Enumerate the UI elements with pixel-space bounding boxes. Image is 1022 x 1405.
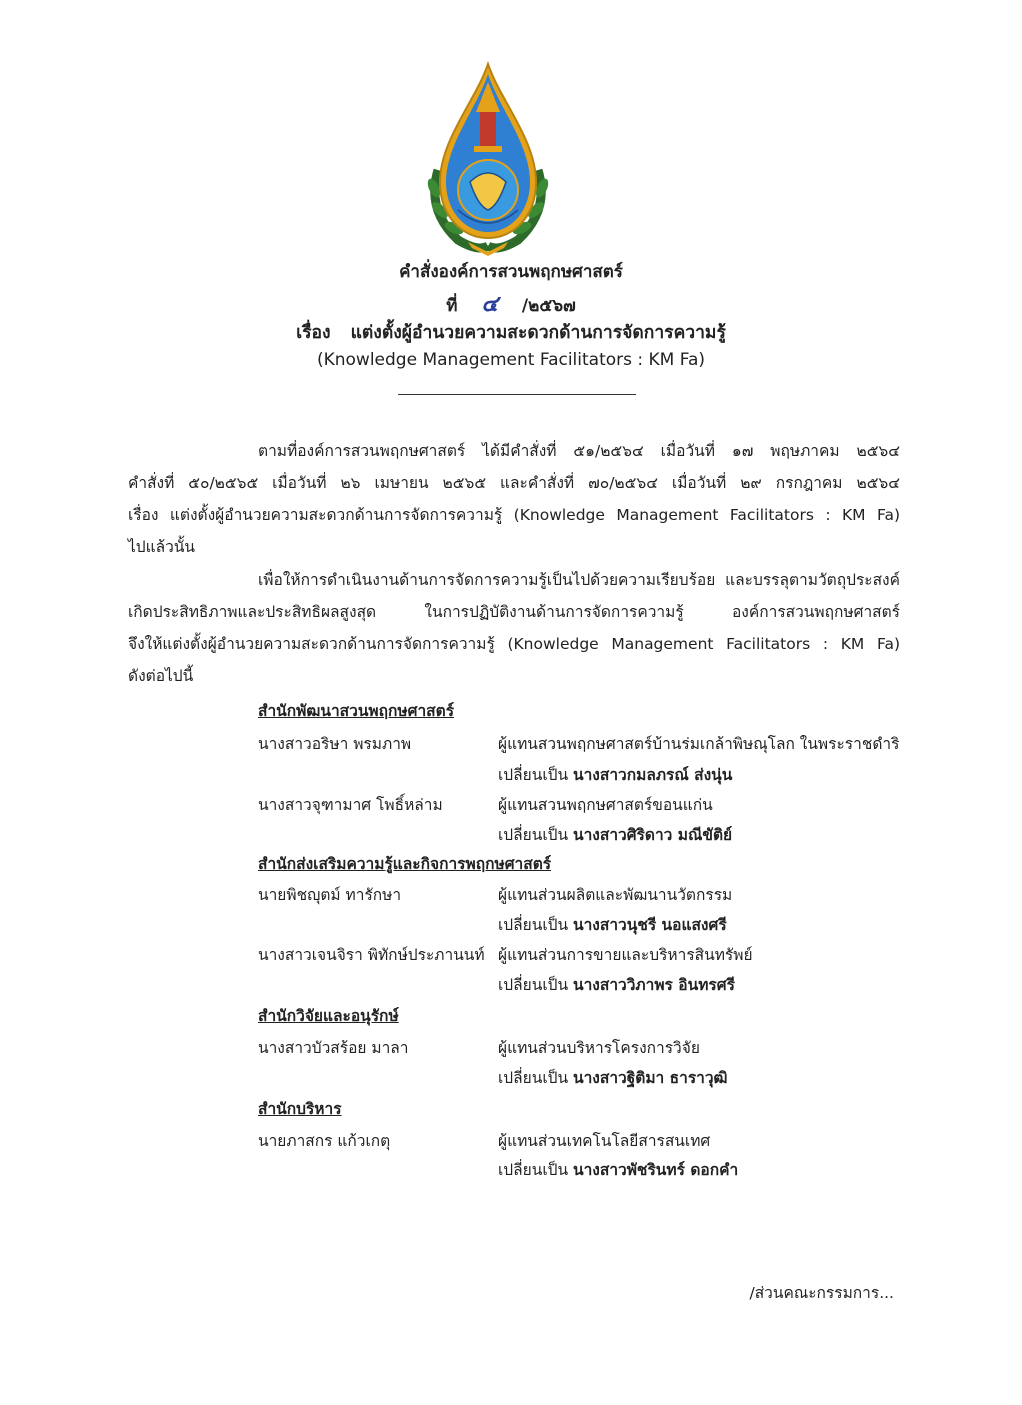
- member-replacement: [498, 912, 727, 937]
- change-prefix: เปลี่ยนเป็น: [498, 916, 569, 934]
- change-prefix: เปลี่ยนเป็น: [498, 766, 569, 784]
- order-subject: [0, 318, 1022, 346]
- header-divider: [398, 394, 636, 395]
- dept-heading: สำนักวิจัยและอนุรักษ์: [258, 1007, 399, 1025]
- subject-text: แต่งตั้งผู้อำนวยความสะดวกด้านการจัดการความรู้: [350, 323, 726, 343]
- member-name: นางสาวบัวสร้อย มาลา: [258, 1039, 409, 1057]
- member-replacement: [498, 972, 735, 997]
- change-prefix: เปลี่ยนเป็น: [498, 1161, 569, 1179]
- member-role: ผู้แทนส่วนบริหารโครงการวิจัย: [498, 1039, 700, 1057]
- order-number-value: ๔: [481, 292, 498, 317]
- member-replacement: [498, 762, 732, 787]
- paragraph-purpose: [128, 564, 900, 692]
- order-title: คำสั่งองค์การสวนพฤกษศาสตร์: [399, 262, 623, 282]
- replacement-name: นางสาวฐิติมา ธาราวุฒิ: [572, 1069, 728, 1087]
- dept-heading: สำนักบริหาร: [258, 1100, 342, 1118]
- member-role: ผู้แทนส่วนเทคโนโลยีสารสนเทศ: [498, 1132, 711, 1150]
- member-name: นายภาสกร แก้วเกตุ: [258, 1132, 391, 1150]
- member-role: ผู้แทนสวนพฤกษศาสตร์ขอนแก่น: [498, 796, 713, 814]
- paragraph-line: เกิดประสิทธิภาพและประสิทธิผลสูงสุด ในการปฏิบัติงานด้านการจัดการความรู้ องค์การสวนพฤกษศาสตร์: [128, 603, 900, 621]
- paragraph-line: ไปแล้วนั้น: [128, 538, 196, 556]
- replacement-name: นางสาวกมลภรณ์ ส่งนุ่น: [572, 766, 733, 784]
- paragraph-line: ดังต่อไปนี้: [128, 667, 194, 685]
- order-subject-en: (Knowledge Management Facilitators : KM Fa): [316, 350, 706, 370]
- member-replacement: [498, 1157, 738, 1182]
- replacement-name: นางสาวนุชรี นอแสงศรี: [572, 916, 727, 934]
- paragraph-line: คำสั่งที่ ๕๐/๒๕๖๕ เมื่อวันที่ ๒๖ เมษายน ๒๕๖๕ และคำสั่งที่ ๗๐/๒๕๖๔ เมื่อวันที่ ๒๙ กรกฎาคม ๒๕๖๔: [128, 474, 900, 492]
- change-prefix: เปลี่ยนเป็น: [498, 976, 569, 994]
- dept-heading: สำนักส่งเสริมความรู้และกิจการพฤกษศาสตร์: [258, 855, 552, 873]
- replacement-name: นางสาวพัชรินทร์ ดอกคำ: [572, 1161, 739, 1179]
- member-role: ผู้แทนส่วนผลิตและพัฒนานวัตกรรม: [498, 886, 733, 904]
- member-role: ผู้แทนสวนพฤกษศาสตร์บ้านร่มเกล้าพิษณุโลก ในพระราชดำริ: [498, 735, 900, 753]
- tbg-emblem-icon: [418, 60, 558, 256]
- paragraph-line: เรื่อง แต่งตั้งผู้อำนวยความสะดวกด้านการจัดการความรู้ (Knowledge Management Facilitators : KM Fa): [128, 506, 900, 524]
- continuation-note: /ส่วนคณะกรรมการ...: [749, 1284, 894, 1302]
- member-role: ผู้แทนส่วนการขายและบริหารสินทรัพย์: [498, 946, 753, 964]
- replacement-name: นางสาววิภาพร อินทรศรี: [572, 976, 735, 994]
- member-replacement: [498, 1065, 728, 1090]
- paragraph-line: ตามที่องค์การสวนพฤกษศาสตร์ ได้มีคำสั่งที่ ๕๑/๒๕๖๔ เมื่อวันที่ ๑๗ พฤษภาคม ๒๕๖๔: [258, 442, 900, 460]
- member-name: นายพิชญุตม์ ทารักษา: [258, 886, 402, 904]
- member-name: นางสาวอริษา พรมภาพ: [258, 735, 412, 753]
- change-prefix: เปลี่ยนเป็น: [498, 826, 569, 844]
- paragraph-line: จึงให้แต่งตั้งผู้อำนวยความสะดวกด้านการจัดการความรู้ (Knowledge Management Facilitators : KM Fa): [128, 635, 900, 653]
- paragraph-background: [128, 435, 900, 563]
- order-number-year: /๒๕๖๗: [521, 296, 576, 316]
- member-name: นางสาวจุฑามาศ โพธิ์หล่าม: [258, 796, 443, 814]
- change-prefix: เปลี่ยนเป็น: [498, 1069, 569, 1087]
- subject-label: เรื่อง: [296, 323, 331, 343]
- paragraph-line: เพื่อให้การดำเนินงานด้านการจัดการความรู้เป็นไปด้วยความเรียบร้อย และบรรลุตามวัตถุประสงค์: [258, 571, 900, 589]
- order-number-prefix: ที่: [446, 296, 458, 316]
- dept-heading: สำนักพัฒนาสวนพฤกษศาสตร์: [258, 702, 455, 720]
- member-name: นางสาวเจนจิรา พิทักษ์ประภานนท์: [258, 946, 485, 964]
- replacement-name: นางสาวศิริดาว มณีขัติย์: [572, 826, 733, 844]
- order-number: [0, 286, 1022, 321]
- member-replacement: [498, 822, 732, 847]
